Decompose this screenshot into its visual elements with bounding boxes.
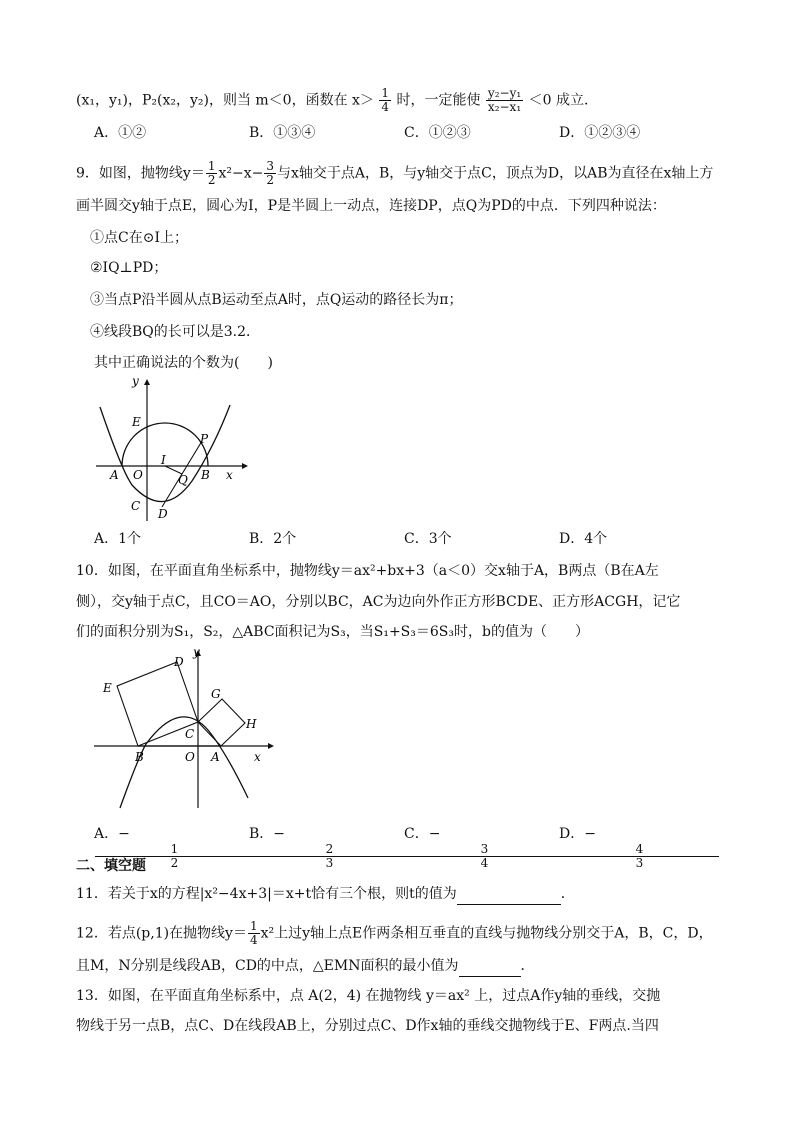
fig10-label-a: A [211, 750, 220, 764]
fraction-one-quarter: $\frac{1}{4}$ [381, 86, 390, 114]
answer-blank[interactable] [457, 884, 561, 905]
fig9-label-e: E [132, 415, 141, 429]
option-c: C．− $\frac{3}{4}$ [404, 823, 559, 870]
q11: 11．若关于x的方程|x²−4x+3|＝x+t恰有三个根，则t的值为 ． [76, 884, 575, 905]
fig9-label-i: I [161, 453, 166, 467]
fraction-three-halves: $\frac{3}{2}$ [266, 159, 274, 187]
option-b: B．2个 [249, 531, 297, 547]
fig10-label-h: H [246, 717, 257, 731]
fig10-label-d: D [174, 655, 184, 669]
q9-question: 其中正确说法的个数为( ) [94, 355, 273, 371]
fig9-label-b: B [201, 468, 210, 482]
option-d: D．①②③④ [559, 125, 641, 141]
fig10-label-e: E [103, 681, 112, 695]
q10-line-1: 10．如图，在平面直角坐标系中，抛物线y＝ax²+bx+3（a＜0）交x轴于A，B两点（B在A左 [76, 563, 659, 579]
q9-line-2: 画半圆交y轴于点E，圆心为I，P是半圆上一动点，连接DP，点Q为PD的中点．下列四种说法： [76, 198, 666, 214]
fig9-label-x: x [226, 468, 233, 482]
q12-line-1: 12．若点(p,1)在抛物线y＝ $\frac{1}{4}$ x²上过y轴上点E作两条相互垂直的直线与抛物线分别交于A，B，C，D， [76, 919, 713, 947]
section-heading: 二、填空题 [76, 858, 146, 874]
q10-line-3: 们的面积分别为S₁，S₂，△ABC面积记为S₃，当S₁+S₃＝6S₃时，b的值为（ ） [76, 624, 589, 640]
q9-figure [92, 375, 252, 523]
fig9-label-c: C [131, 499, 141, 513]
q8-text-line: (x₁，y₁)，P₂(x₂，y₂)，则当 m＜0，函数在 x＞ $\frac{1}{4}$ 时，一定能使 $\frac{\text{y₂−y₁}}{\text{x₂−x₁}}$ ＜0 成立． [76, 86, 598, 114]
option-d: D．− $\frac{4}{3}$ [559, 823, 714, 870]
q10-figure [90, 648, 280, 810]
option-a: A．①② [94, 125, 147, 141]
q13-line-2: 物线于另一点B，点C、D在线段AB上，分别过点C、D作x轴的垂线交抛物线于E、F两点.当四 [76, 1018, 659, 1034]
fig9-label-o: O [133, 468, 143, 482]
fig9-label-p: P [200, 432, 209, 446]
fig9-label-a: A [110, 468, 119, 482]
q8-options [94, 122, 714, 142]
q9-statement-4: ④线段BQ的长可以是3.2． [90, 324, 261, 340]
fraction-half: $\frac{1}{2}$ [207, 159, 216, 187]
fig10-label-g: G [211, 687, 221, 701]
q9-statement-2: ②IQ⊥PD； [90, 260, 168, 276]
q9-options [94, 528, 714, 548]
q10-options [94, 823, 714, 870]
fig9-label-q: Q [178, 473, 188, 487]
fig9-label-y: y [132, 375, 139, 388]
answer-blank[interactable] [459, 956, 521, 977]
option-c: C．3个 [404, 531, 452, 547]
q10-line-2: 侧），交y轴于点C，且CO＝AO，分别以BC，AC为边向外作正方形BCDE、正方形ACGH，记它 [76, 594, 681, 610]
option-a: A．1个 [94, 531, 142, 547]
fraction-slope: $\frac{\text{y₂−y₁}}{\text{x₂−x₁}}$ [487, 86, 522, 114]
fig10-label-y: y [193, 648, 200, 659]
fig10-label-o: O [185, 750, 195, 764]
fig10-label-c: C [185, 727, 195, 741]
fig10-label-b: B [135, 750, 144, 764]
fig10-label-x: x [254, 750, 261, 764]
q9-statement-3: ③当点P沿半圆从点B运动至点A时，点Q运动的路径长为π； [90, 292, 463, 308]
q12-line-2: 且M，N分别是线段AB，CD的中点，△EMN面积的最小值为 ． [76, 956, 535, 977]
option-c: C．①②③ [404, 125, 471, 141]
fraction-one-quarter: $\frac{1}{4}$ [249, 919, 258, 947]
q13-line-1: 13．如图，在平面直角坐标系中，点 A(2，4) 在抛物线 y＝ax² 上，过点A作y轴的垂线，交抛 [76, 988, 661, 1004]
option-b: B．− $\frac{2}{3}$ [249, 823, 404, 870]
fig9-label-d: D [158, 507, 168, 521]
option-b: B．①③④ [249, 125, 316, 141]
q9-statement-1: ①点C在⊙I上； [90, 230, 188, 246]
option-a: A．− $\frac{1}{2}$ [94, 823, 249, 870]
option-d: D．4个 [559, 531, 608, 547]
q9-line-1: 9．如图，抛物线y＝ $\frac{1}{2}$ x²−x− $\frac{3}{2}$ 与x轴交于点A，B，与y轴交于点C，顶点为D，以AB为直径在x轴上方 [76, 159, 714, 187]
